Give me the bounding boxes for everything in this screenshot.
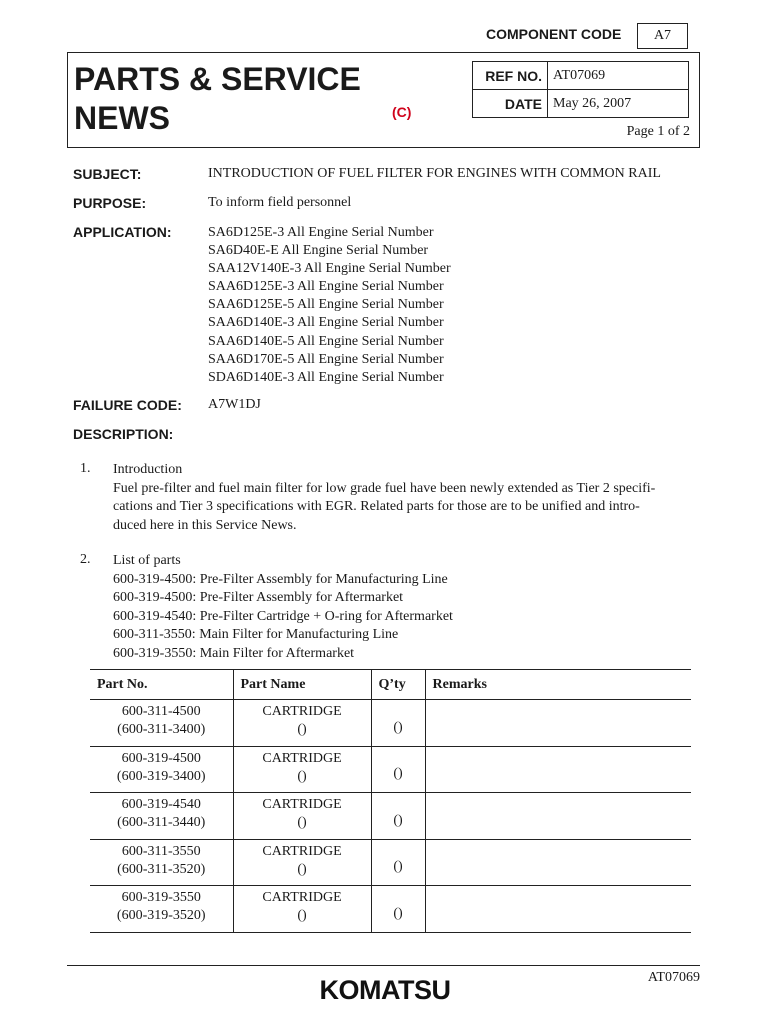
part-name: CARTRIDGE bbox=[262, 797, 342, 812]
part-no: 600-319-3550 bbox=[121, 890, 201, 905]
qty-cell: () bbox=[371, 886, 425, 933]
section-body-line: Fuel pre-filter and fuel main filter for low grade fuel have been newly extended as Tier 2 specifi- bbox=[113, 480, 656, 496]
title-line-1: PARTS & SERVICE bbox=[74, 61, 361, 97]
date-label: DATE bbox=[473, 90, 548, 118]
remarks-cell bbox=[425, 700, 691, 747]
part-name-cell bbox=[233, 886, 371, 933]
column-header-part-name: Part Name bbox=[233, 670, 371, 700]
remarks-cell bbox=[425, 746, 691, 793]
part-no-cell bbox=[90, 886, 233, 933]
old-part-no: (600-311-3520) bbox=[117, 861, 206, 877]
parts-list-item: 600-319-4500: Pre-Filter Assembly for Aftermarket bbox=[113, 590, 404, 605]
part-name-sub: () bbox=[297, 861, 307, 877]
section-list-of-parts bbox=[113, 552, 703, 663]
qty-cell: () bbox=[371, 700, 425, 747]
part-name-cell bbox=[233, 746, 371, 793]
page-indicator: Page 1 of 2 bbox=[626, 124, 690, 139]
failure-code-label: FAILURE CODE: bbox=[73, 397, 182, 413]
subject-label: SUBJECT: bbox=[73, 166, 142, 182]
old-part-no: (600-311-3400) bbox=[117, 722, 206, 737]
qty-cell: () bbox=[371, 839, 425, 886]
part-name-sub: () bbox=[297, 722, 307, 737]
column-header-remarks: Remarks bbox=[425, 670, 691, 700]
section-body-line: duced here in this Service News. bbox=[113, 517, 297, 533]
qty-cell: () bbox=[371, 793, 425, 840]
table-row bbox=[90, 839, 691, 886]
ref-no-label: REF NO. bbox=[473, 62, 548, 90]
failure-code-value: A7W1DJ bbox=[208, 397, 261, 412]
part-no-cell bbox=[90, 793, 233, 840]
section-number: 2. bbox=[80, 552, 91, 567]
application-item: SAA6D125E-5 All Engine Serial Number bbox=[208, 297, 444, 313]
part-name-cell bbox=[233, 839, 371, 886]
application-item: SA6D40E-E All Engine Serial Number bbox=[208, 243, 429, 259]
part-name-sub: () bbox=[297, 815, 307, 830]
application-list bbox=[208, 224, 451, 387]
section-heading: Introduction bbox=[113, 462, 183, 477]
part-no-cell bbox=[90, 746, 233, 793]
parts-list-item: 600-319-3550: Main Filter for Aftermarket bbox=[113, 645, 355, 661]
footer-divider bbox=[67, 965, 700, 966]
part-name: CARTRIDGE bbox=[262, 890, 342, 905]
part-no: 600-319-4500 bbox=[121, 750, 201, 766]
application-label: APPLICATION: bbox=[73, 224, 172, 240]
parts-table bbox=[90, 669, 691, 933]
part-no: 600-319-4540 bbox=[121, 797, 201, 812]
purpose-value: To inform field personnel bbox=[208, 195, 352, 210]
reference-table bbox=[472, 61, 689, 118]
ref-no-value: AT07069 bbox=[548, 62, 689, 90]
part-name-sub: () bbox=[297, 908, 307, 923]
table-row bbox=[90, 746, 691, 793]
remarks-cell bbox=[425, 886, 691, 933]
subject-value: INTRODUCTION OF FUEL FILTER FOR ENGINES WITH COMMON RAIL bbox=[208, 166, 661, 181]
section-introduction bbox=[113, 461, 703, 535]
table-header-row bbox=[90, 670, 691, 700]
application-item: SDA6D140E-3 All Engine Serial Number bbox=[208, 369, 444, 385]
part-no: 600-311-3550 bbox=[121, 843, 201, 859]
component-code-label: COMPONENT CODE bbox=[486, 26, 622, 42]
part-name: CARTRIDGE bbox=[262, 704, 342, 719]
title-line-2: NEWS bbox=[74, 100, 170, 136]
komatsu-logo bbox=[312, 975, 458, 1003]
table-row bbox=[90, 700, 691, 747]
part-name: CARTRIDGE bbox=[262, 750, 342, 766]
page-title bbox=[74, 60, 394, 138]
remarks-cell bbox=[425, 839, 691, 886]
old-part-no: (600-319-3400) bbox=[116, 768, 206, 784]
logo-text: KOMATSU bbox=[319, 975, 451, 1003]
application-item: SAA12V140E-3 All Engine Serial Number bbox=[208, 261, 451, 277]
parts-list-item: 600-319-4540: Pre-Filter Cartridge + O-ring for Aftermarket bbox=[113, 608, 453, 624]
section-heading: List of parts bbox=[113, 553, 181, 568]
footer-ref: AT07069 bbox=[647, 970, 700, 985]
parts-list-item: 600-319-4500: Pre-Filter Assembly for Manufacturing Line bbox=[113, 571, 448, 587]
application-item: SA6D125E-3 All Engine Serial Number bbox=[208, 225, 434, 240]
parts-list-item: 600-311-3550: Main Filter for Manufacturing Line bbox=[113, 627, 399, 642]
qty-cell: () bbox=[371, 746, 425, 793]
part-no-cell bbox=[90, 700, 233, 747]
part-name-cell bbox=[233, 700, 371, 747]
section-number: 1. bbox=[80, 461, 91, 476]
table-row bbox=[90, 793, 691, 840]
application-item: SAA6D140E-5 All Engine Serial Number bbox=[208, 333, 444, 349]
part-name: CARTRIDGE bbox=[262, 843, 342, 859]
application-item: SAA6D140E-3 All Engine Serial Number bbox=[208, 315, 444, 331]
part-name-cell bbox=[233, 793, 371, 840]
part-name-sub: () bbox=[297, 768, 307, 784]
revision-mark: (C) bbox=[392, 104, 412, 120]
part-no-cell bbox=[90, 839, 233, 886]
old-part-no: (600-319-3520) bbox=[116, 908, 206, 923]
application-item: SAA6D170E-5 All Engine Serial Number bbox=[208, 351, 444, 367]
table-row bbox=[90, 886, 691, 933]
purpose-label: PURPOSE: bbox=[73, 195, 147, 211]
description-label: DESCRIPTION: bbox=[73, 426, 174, 442]
application-item: SAA6D125E-3 All Engine Serial Number bbox=[208, 279, 444, 295]
column-header-qty: Q’ty bbox=[371, 670, 425, 700]
part-no: 600-311-4500 bbox=[121, 704, 201, 719]
remarks-cell bbox=[425, 793, 691, 840]
old-part-no: (600-311-3440) bbox=[117, 815, 206, 830]
column-header-part-no: Part No. bbox=[90, 670, 233, 700]
component-code-value: A7 bbox=[637, 23, 688, 49]
section-body-line: cations and Tier 3 specifications with EGR. Related parts for those are to be unified and intro- bbox=[113, 499, 640, 514]
date-value: May 26, 2007 bbox=[548, 90, 689, 118]
